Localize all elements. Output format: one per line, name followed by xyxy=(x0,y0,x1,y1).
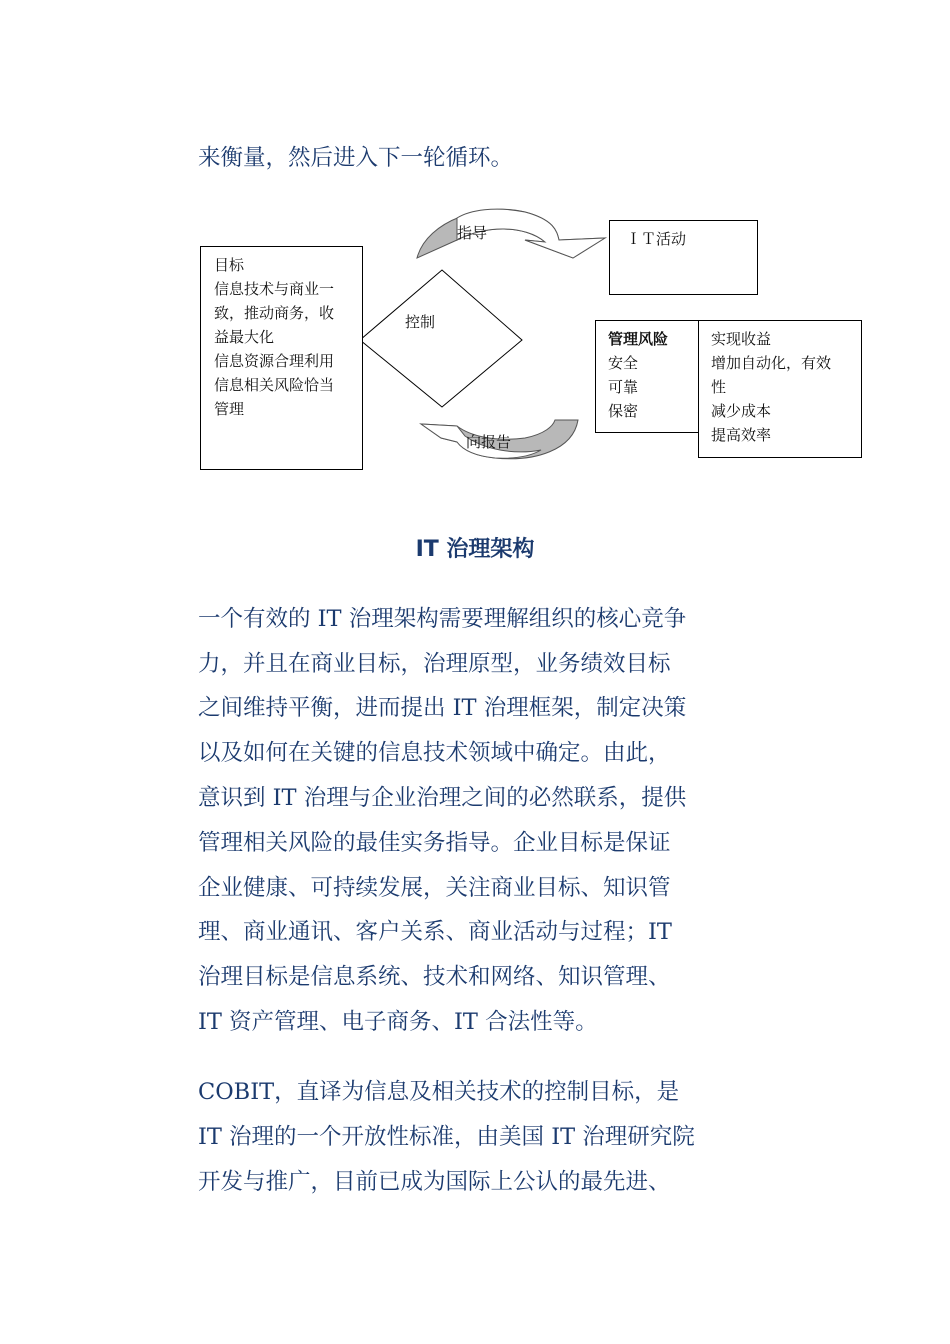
control-diamond xyxy=(360,270,522,407)
benefit-line: 性 xyxy=(711,378,727,396)
benefit-line: 实现收益 xyxy=(711,330,772,348)
it-governance-diagram xyxy=(195,200,875,475)
paragraph-line: 管理相关风险的最佳实务指导。企业目标是保证 xyxy=(198,830,671,856)
benefit-line: 减少成本 xyxy=(711,402,772,420)
paragraph-line: 力，并且在商业目标，治理原型，业务绩效目标 xyxy=(198,651,671,677)
paragraph-line: 治理目标是信息系统、技术和网络、知识管理、 xyxy=(198,964,671,990)
risk-item: 保密 xyxy=(608,402,639,420)
risk-item: 可靠 xyxy=(608,378,639,396)
paragraph-line: 意识到 IT 治理与企业治理之间的必然联系，提供 xyxy=(198,785,687,811)
benefit-line: 提高效率 xyxy=(711,426,772,444)
benefit-line: 增加自动化，有效 xyxy=(711,354,832,372)
goal-line: 目标 xyxy=(214,256,245,274)
paragraph-line: 一个有效的 IT 治理架构需要理解组织的核心竞争 xyxy=(198,606,687,632)
paragraph-line: 以及如何在关键的信息技术领域中确定。由此， xyxy=(198,740,671,766)
intro-text: 来衡量，然后进入下一轮循环。 xyxy=(198,145,514,171)
risk-title: 管理风险 xyxy=(608,330,669,348)
goal-line: 信息相关风险恰当 xyxy=(214,376,335,394)
risk-item: 安全 xyxy=(608,354,639,372)
goal-line: 致，推动商务，收 xyxy=(214,304,335,322)
goal-line: 信息资源合理利用 xyxy=(214,352,335,370)
goal-box xyxy=(200,246,363,470)
benefit-box xyxy=(698,320,862,458)
paragraph-line: COBIT，直译为信息及相关技术的控制目标，是 xyxy=(198,1079,680,1105)
report-label: 向报告 xyxy=(466,433,512,451)
paragraph-line: 之间维持平衡，进而提出 IT 治理框架，制定决策 xyxy=(198,695,687,721)
paragraph-line: 企业健康、可持续发展，关注商业目标、知识管 xyxy=(198,875,671,901)
paragraph-line: 理、商业通讯、客户关系、商业活动与过程；IT xyxy=(198,919,672,945)
goal-line: 信息技术与商业一 xyxy=(214,280,335,298)
it-activity-label: ＩＴ活动 xyxy=(626,230,687,248)
it-activity-box xyxy=(609,220,758,295)
risk-box xyxy=(595,320,703,433)
goal-line: 管理 xyxy=(214,400,245,418)
goal-line: 益最大化 xyxy=(214,328,275,346)
paragraph-line: IT 治理的一个开放性标准，由美国 IT 治理研究院 xyxy=(198,1124,695,1150)
guide-label: 指导 xyxy=(457,224,488,242)
paragraph-line: 开发与推广，目前已成为国际上公认的最先进、 xyxy=(198,1169,671,1195)
section-heading: IT 治理架构 xyxy=(415,537,535,562)
control-label: 控制 xyxy=(405,313,436,331)
paragraph-line: IT 资产管理、电子商务、IT 合法性等。 xyxy=(198,1009,598,1035)
